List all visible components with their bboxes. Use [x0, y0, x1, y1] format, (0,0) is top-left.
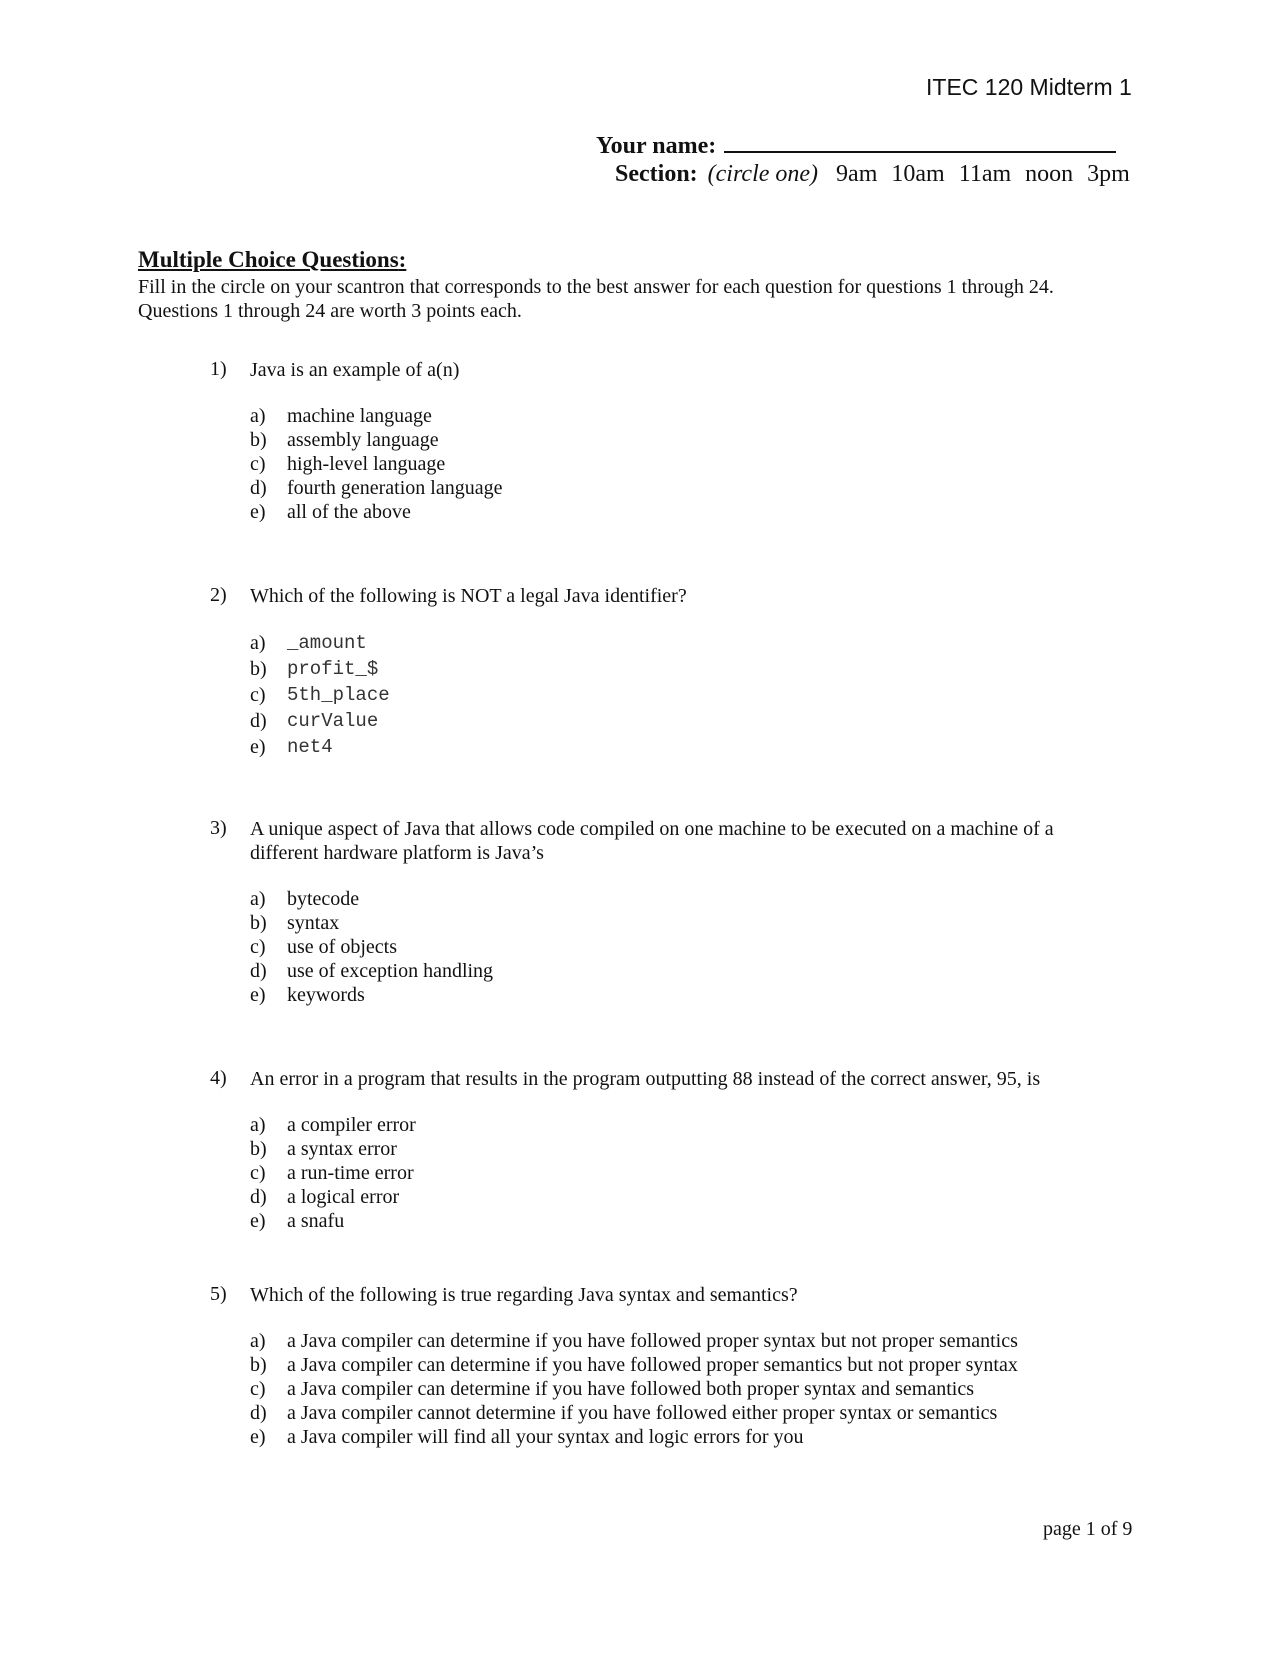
option-text: a Java compiler can determine if you have followed proper semantics but not proper syntax [287, 1354, 1018, 1376]
instructions [138, 275, 1138, 323]
option-code-text: curValue [287, 710, 379, 732]
option-list [250, 1329, 1110, 1449]
option-letter: a) [250, 888, 266, 910]
exam-title: ITEC 120 Midterm 1 [926, 74, 1132, 100]
option-e [250, 1425, 1110, 1449]
section-option-10am: 10am [891, 161, 945, 187]
option-b [250, 428, 1110, 452]
option-text: all of the above [287, 501, 411, 523]
option-a [250, 1329, 1110, 1353]
option-letter: d) [250, 1186, 267, 1208]
question-5 [210, 1283, 1110, 1449]
option-letter: d) [250, 477, 267, 499]
question-2 [210, 584, 1110, 760]
option-code-text: _amount [287, 632, 367, 654]
option-letter: d) [250, 960, 267, 982]
option-text: assembly language [287, 429, 439, 451]
option-letter: b) [250, 912, 267, 934]
option-text: a run-time error [287, 1162, 414, 1184]
option-letter: c) [250, 453, 266, 475]
option-list [250, 887, 1110, 1007]
option-text: use of objects [287, 936, 397, 958]
instructions-line: Fill in the circle on your scantron that corresponds to the best answer for each question for questions 1 through 24. [138, 276, 1054, 298]
option-letter: e) [250, 1426, 266, 1448]
option-letter: d) [250, 710, 267, 732]
option-code-text: profit_$ [287, 658, 379, 680]
name-field-row [596, 131, 1116, 160]
question-text: An error in a program that results in the program outputting 88 instead of the correct answer, 95, is [250, 1068, 1041, 1090]
option-list [250, 404, 1110, 524]
section-row [615, 161, 1138, 188]
option-text: keywords [287, 984, 365, 1006]
option-letter: a) [250, 1330, 266, 1352]
option-d [250, 959, 1110, 983]
option-e [250, 1209, 1110, 1233]
question-1 [210, 358, 1110, 524]
option-c [250, 682, 1110, 708]
option-text: high-level language [287, 453, 446, 475]
option-letter: e) [250, 736, 266, 758]
section-label: Section: [615, 161, 698, 187]
question-4 [210, 1067, 1110, 1233]
option-letter: b) [250, 429, 267, 451]
option-c [250, 452, 1110, 476]
option-b [250, 656, 1110, 682]
question-text: A unique aspect of Java that allows code compiled on one machine to be executed on a machine of a different hardware platform is Java’s [250, 818, 1054, 864]
option-letter: a) [250, 1114, 266, 1136]
option-text: a Java compiler will find all your syntax and logic errors for you [287, 1426, 804, 1448]
option-text: a Java compiler cannot determine if you have followed either proper syntax or semantics [287, 1402, 998, 1424]
option-letter: a) [250, 632, 266, 654]
question-text: Which of the following is NOT a legal Java identifier? [250, 585, 687, 607]
multiple-choice-heading-text: Multiple Choice Questions [138, 247, 399, 272]
option-c [250, 935, 1110, 959]
option-text: fourth generation language [287, 477, 503, 499]
option-text: a Java compiler can determine if you have followed proper syntax but not proper semantics [287, 1330, 1018, 1352]
option-letter: e) [250, 1210, 266, 1232]
question-text: Java is an example of a(n) [250, 359, 460, 381]
option-code-text: net4 [287, 736, 333, 758]
option-text: a syntax error [287, 1138, 397, 1160]
option-letter: b) [250, 1138, 267, 1160]
option-list [250, 1113, 1110, 1233]
heading-colon: : [398, 247, 407, 272]
option-letter: a) [250, 405, 266, 427]
option-text: machine language [287, 405, 432, 427]
option-letter: c) [250, 1162, 266, 1184]
option-a [250, 630, 1110, 656]
option-c [250, 1161, 1110, 1185]
multiple-choice-heading [138, 247, 406, 273]
option-letter: c) [250, 684, 266, 706]
instructions-line: Questions 1 through 24 are worth 3 points each. [138, 300, 522, 322]
option-d [250, 1401, 1110, 1425]
section-option-noon: noon [1025, 161, 1074, 187]
option-a [250, 404, 1110, 428]
option-letter: e) [250, 501, 266, 523]
option-e [250, 500, 1110, 524]
option-text: use of exception handling [287, 960, 494, 982]
option-a [250, 887, 1110, 911]
name-blank-line [724, 131, 1116, 153]
question-number: 3) [210, 817, 227, 839]
option-text: a logical error [287, 1186, 400, 1208]
option-text: a Java compiler can determine if you have followed both proper syntax and semantics [287, 1378, 974, 1400]
option-b [250, 1353, 1110, 1377]
section-hint: (circle one) [707, 161, 819, 187]
question-text: Which of the following is true regarding Java syntax and semantics? [250, 1284, 798, 1306]
name-label: Your name: [596, 133, 717, 159]
option-letter: c) [250, 1378, 266, 1400]
section-option-11am: 11am [958, 161, 1012, 187]
option-e [250, 983, 1110, 1007]
option-b [250, 911, 1110, 935]
option-letter: d) [250, 1402, 267, 1424]
option-text: a snafu [287, 1210, 345, 1232]
section-option-9am: 9am [836, 161, 878, 187]
section-option-3pm: 3pm [1087, 161, 1130, 187]
option-text: syntax [287, 912, 340, 934]
question-number: 1) [210, 358, 227, 380]
option-c [250, 1377, 1110, 1401]
page-number: page 1 of 9 [1043, 1518, 1133, 1540]
option-letter: c) [250, 936, 266, 958]
option-text: a compiler error [287, 1114, 416, 1136]
option-letter: b) [250, 1354, 267, 1376]
question-3 [210, 817, 1110, 1007]
option-list [250, 630, 1110, 760]
option-code-text: 5th_place [287, 684, 390, 706]
option-text: bytecode [287, 888, 360, 910]
option-e [250, 734, 1110, 760]
option-d [250, 708, 1110, 734]
question-number: 2) [210, 584, 227, 606]
option-d [250, 1185, 1110, 1209]
option-letter: b) [250, 658, 267, 680]
question-number: 4) [210, 1067, 227, 1089]
question-number: 5) [210, 1283, 227, 1305]
option-d [250, 476, 1110, 500]
option-letter: e) [250, 984, 266, 1006]
option-a [250, 1113, 1110, 1137]
option-b [250, 1137, 1110, 1161]
